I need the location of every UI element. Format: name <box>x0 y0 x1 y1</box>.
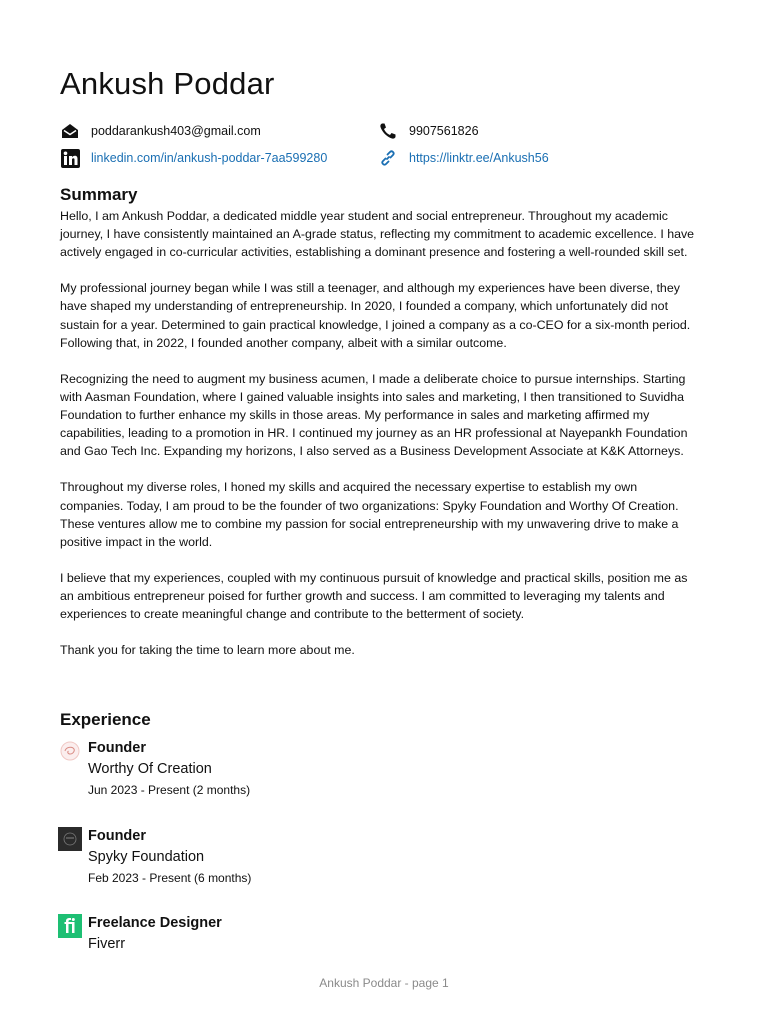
candidate-name: Ankush Poddar <box>60 66 275 101</box>
summary-paragraph: Hello, I am Ankush Poddar, a dedicated middle year student and social entrepreneur. Throughout my academic journey, I have consistently maintained an A-grade status, reflecting my commitment to academic excellence. I have actively engaged in co-curricular activities, establishing a dominant presence and fostering a well-rounded skill set. <box>60 209 695 260</box>
worthy-of-creation-logo-icon <box>58 739 82 763</box>
experience-role: Freelance Designer <box>88 915 222 931</box>
fiverr-logo-icon <box>58 914 82 938</box>
summary-paragraph: Thank you for taking the time to learn more about me. <box>60 643 355 658</box>
link-icon <box>378 148 398 168</box>
experience-heading: Experience <box>60 710 151 729</box>
page-footer: Ankush Poddar - page 1 <box>319 976 449 990</box>
spyky-foundation-logo-icon <box>58 827 82 851</box>
contact-website <box>378 148 549 168</box>
summary-paragraph: Throughout my diverse roles, I honed my skills and acquired the necessary expertise to establish my own companies. Today, I am proud to be the founder of two organizations: Spyky Foundation and Worthy Of Creation. These ventures allow me to combine my passion for social entrepreneurship with my unwavering drive to make a positive impact in the world. <box>60 480 679 549</box>
experience-role: Founder <box>88 828 146 844</box>
experience-organization: Spyky Foundation <box>88 849 205 865</box>
experience-dates: Jun 2023 - Present (2 months) <box>88 783 251 797</box>
contact-phone <box>378 121 479 141</box>
phone-icon <box>378 121 398 141</box>
summary-paragraph: My professional journey began while I was still a teenager, and although my experiences have been diverse, they have shaped my understanding of entrepreneurship. In 2020, I founded a company, which unfortunately did not sustain for a year. Determined to gain practical knowledge, I joined a company as a co-CEO for a six-month period. Following that, in 2022, I founded another company, albeit with a similar outcome. <box>60 281 691 350</box>
experience-role: Founder <box>88 740 146 756</box>
summary-section <box>60 207 700 677</box>
experience-organization: Worthy Of Creation <box>88 761 212 777</box>
phone-text: 9907561826 <box>409 124 479 138</box>
contact-email <box>60 121 261 141</box>
contact-linkedin <box>60 148 327 168</box>
experience-organization: Fiverr <box>88 936 126 952</box>
experience-dates: Feb 2023 - Present (6 months) <box>88 871 252 885</box>
summary-paragraph: I believe that my experiences, coupled with my continuous pursuit of knowledge and practical skills, position me as an ambitious entrepreneur poised for further growth and success. I am committed to leveraging my talents and experiences to create meaningful change and contribute to the betterment of society. <box>60 570 688 622</box>
linkedin-icon <box>60 148 80 168</box>
website-link[interactable]: https://linktr.ee/Ankush56 <box>409 151 549 165</box>
linkedin-link[interactable]: linkedin.com/in/ankush-poddar-7aa599280 <box>91 151 328 165</box>
summary-paragraph: Recognizing the need to augment my business acumen, I made a deliberate choice to pursue internships. Starting with Aasman Foundation, where I gained valuable insights into sales and marketing, I then transitioned to Suvidha Foundation to further enhance my skills in those areas. My performance in sales and marketing affirmed my capabilities, leading to a promotion in HR. I continued my journey as an HR professional at Nayepankh Foundation and Gao Tech Inc. Expanding my horizons, I also served as a Business Development Associate at K&K Attorneys. <box>60 371 688 459</box>
summary-heading: Summary <box>60 185 138 204</box>
email-text: poddarankush403@gmail.com <box>91 124 261 138</box>
envelope-icon <box>60 121 80 141</box>
